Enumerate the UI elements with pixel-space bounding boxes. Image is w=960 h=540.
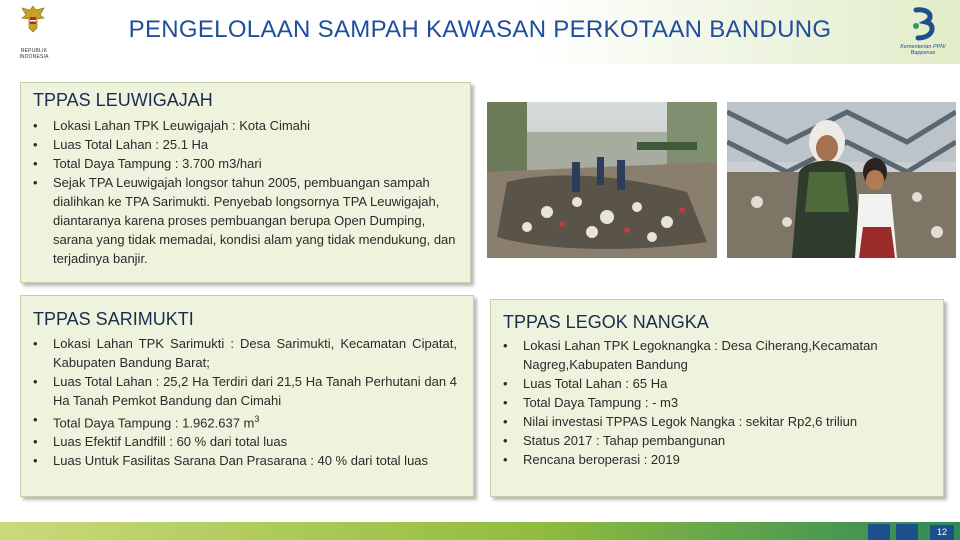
- photo-garbage-street: [487, 102, 717, 258]
- footer-square: [896, 524, 918, 540]
- footer-bar: [0, 522, 960, 540]
- list-item: • Luas Total Lahan : 65 Ha: [501, 374, 911, 393]
- legok-nangka-title: TPPAS LEGOK NANGKA: [503, 312, 709, 332]
- list-item-text: Total Daya Tampung : 1.962.637 m: [53, 415, 255, 431]
- list-item: • Luas Efektif Landfill : 60 % dari total luas: [31, 432, 457, 451]
- footer-square: [868, 524, 890, 540]
- garuda-logo: [10, 4, 54, 60]
- list-item: • Rencana beroperasi : 2019: [501, 450, 911, 469]
- right-logo-caption: Kementerian PPN/ Bappenas: [900, 44, 946, 56]
- left-logo-caption: REPUBLIK INDONESIA: [19, 48, 49, 60]
- sarimukti-list: [31, 334, 457, 470]
- sarimukti-title: TPPAS SARIMUKTI: [33, 309, 194, 329]
- list-item: • Lokasi Lahan TPK Leuwigajah : Kota Cimahi: [31, 116, 456, 135]
- list-item: • Lokasi Lahan TPK Legoknangka : Desa Ciherang,Kecamatan Nagreg,Kabupaten Bandung: [501, 336, 911, 374]
- legok-nangka-list: [501, 336, 911, 469]
- list-item: • Lokasi Lahan TPK Sarimukti : Desa Sarimukti, Kecamatan Cipatat, Kabupaten Bandung Barat;: [31, 334, 457, 372]
- page-number: 12: [930, 525, 954, 540]
- list-item: • Luas Total Lahan : 25,2 Ha Terdiri dari 21,5 Ha Tanah Perhutani dan 4 Ha Tanah Pemkot Bandung dan Cimahi: [31, 372, 457, 410]
- list-item: [31, 410, 457, 432]
- list-item: • Total Daya Tampung : 3.700 m3/hari: [31, 154, 456, 173]
- list-item: • Luas Untuk Fasilitas Sarana Dan Prasarana : 40 % dari total luas: [31, 451, 457, 470]
- leuwigajah-list: [31, 116, 456, 268]
- leuwigajah-title: TPPAS LEUWIGAJAH: [33, 90, 213, 110]
- page-title: PENGELOLAAN SAMPAH KAWASAN PERKOTAAN BANDUNG: [128, 16, 832, 43]
- header-bar: [0, 0, 960, 64]
- bappenas-logo: [890, 4, 956, 60]
- photo-woman-child: [727, 102, 956, 258]
- panel-legok-nangka: [490, 299, 944, 497]
- list-item: • Sejak TPA Leuwigajah longsor tahun 2005, pembuangan sampah dialihkan ke TPA Sarimukti. Penyebab longsornya TPA Leuwigajah, diantaranya karena proses pembuangan berupa Open Dumping, sarana yang tidak memadai, kondisi alam yang tidak mendukung, dan terjadinya banjir.: [31, 173, 456, 268]
- woman-child-image: [727, 102, 956, 258]
- panel-leuwigajah: [20, 82, 471, 283]
- garuda-emblem-icon: [20, 4, 46, 34]
- list-item: • Total Daya Tampung : - m3: [501, 393, 911, 412]
- list-item: • Nilai investasi TPPAS Legok Nangka : sekitar Rp2,6 triliun: [501, 412, 911, 431]
- bappenas-logo-icon: [890, 4, 956, 44]
- superscript: 3: [254, 414, 260, 424]
- garbage-street-image: [487, 102, 717, 258]
- list-item: • Status 2017 : Tahap pembangunan: [501, 431, 911, 450]
- panel-sarimukti: [20, 295, 474, 497]
- list-item: • Luas Total Lahan : 25.1 Ha: [31, 135, 456, 154]
